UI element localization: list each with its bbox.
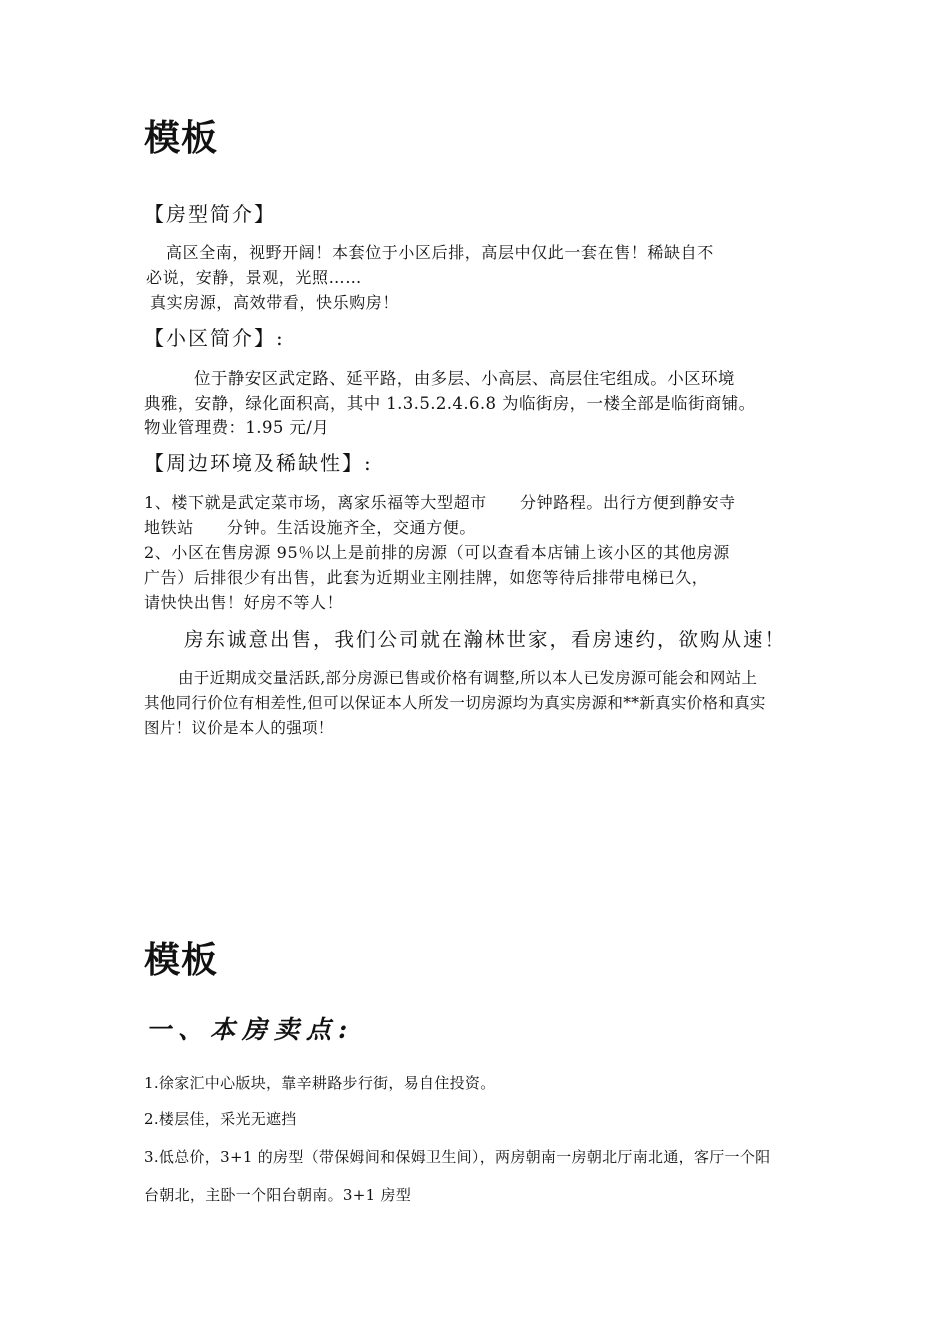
section1-title: 模板 [144,118,219,159]
heading-layout-intro: 【房型简介】 [144,202,276,226]
selling-point-3-line2: 台朝北，主卧一个阳台朝南。3+1 房型 [144,1186,412,1204]
community-text-line2: 典雅，安静，绿化面积高，其中 1.3.5.2.4.6.8 为临街房，一楼全部是临街商铺。 [144,394,756,413]
selling-points-heading: 一、本房卖点: [146,1015,355,1044]
layout-text-line3: 真实房源，高效带看，快乐购房！ [150,293,400,312]
note-line2: 其他同行价位有相差性,但可以保证本人所发一切房源均为真实房源和**新真实价格和真实 [144,694,766,712]
heading-surroundings: 【周边环境及稀缺性】: [144,451,373,475]
selling-point-3-line1: 3.低总价，3+1 的房型（带保姆间和保姆卫生间），两房朝南一房朝北厅南北通，客厅一个阳 [144,1148,771,1166]
slogan: 房东诚意出售，我们公司就在瀚林世家，看房速约，欲购从速！ [184,628,787,651]
surroundings-line3: 2、小区在售房源 95％以上是前排的房源（可以查看本店铺上该小区的其他房源 [144,543,730,562]
community-text-line1: 位于静安区武定路、延平路，由多层、小高层、高层住宅组成。小区环境 [194,369,735,388]
surroundings-line1: 1、楼下就是武定菜市场，离家乐福等大型超市 分钟路程。出行方便到静安寺 [144,493,736,512]
selling-point-1: 1.徐家汇中心版块，靠辛耕路步行街，易自住投资。 [144,1074,496,1092]
note-line1: 由于近期成交量活跃,部分房源已售或价格有调整,所以本人已发房源可能会和网站上 [178,669,758,687]
layout-text-line1: 高区全南，视野开阔！本套位于小区后排，高层中仅此一套在售！稀缺自不 [166,243,714,262]
surroundings-line2: 地铁站 分钟。生活设施齐全，交通方便。 [144,518,477,537]
selling-point-2: 2.楼层佳，采光无遮挡 [144,1110,297,1128]
community-text-line3: 物业管理费：1.95 元/月 [144,418,330,437]
layout-text-line2: 必说，安静，景观，光照…… [146,268,362,287]
surroundings-line4: 广告）后排很少有出售，此套为近期业主刚挂牌，如您等待后排带电梯已久， [144,568,709,587]
heading-community-intro: 【小区简介】: [144,326,285,350]
section2-title: 模板 [144,940,219,981]
surroundings-line5: 请快快出售！好房不等人！ [144,593,344,612]
note-line3: 图片！议价是本人的强项！ [144,719,334,737]
